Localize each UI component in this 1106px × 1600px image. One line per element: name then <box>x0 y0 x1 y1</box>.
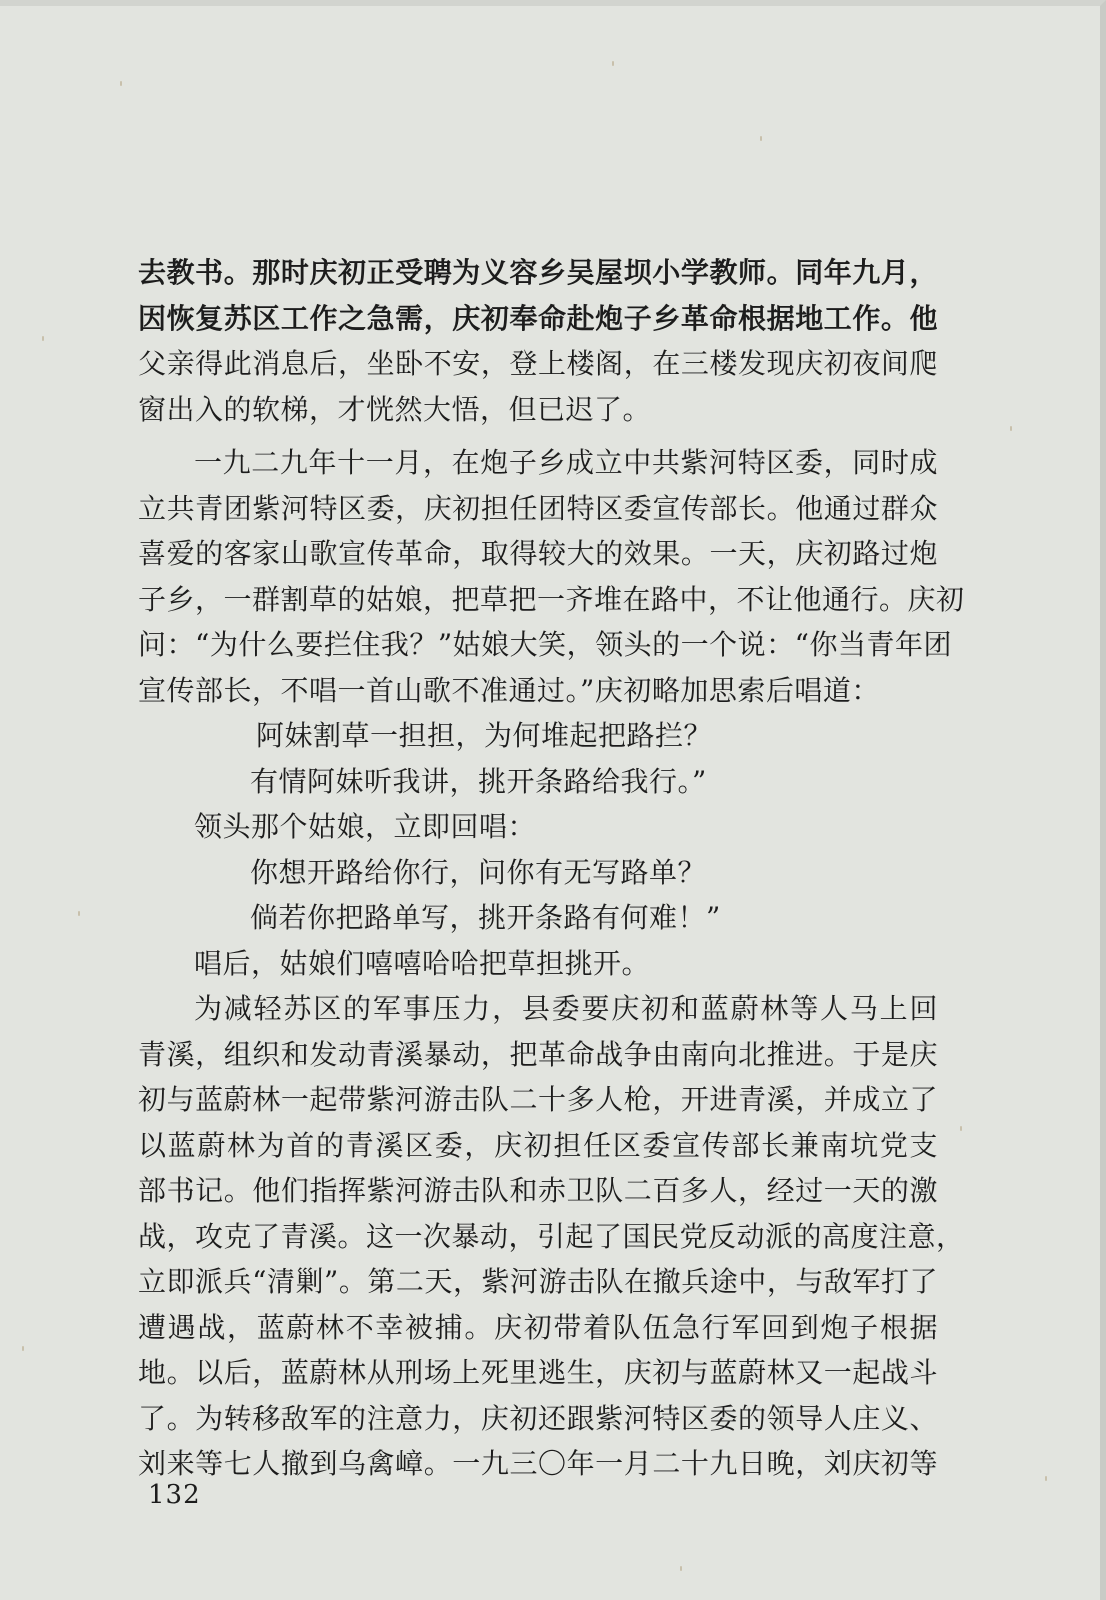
text-line: 立即派兵“清剿”。第二天，紫河游击队在撤兵途中，与敌军打了 <box>138 1265 938 1298</box>
text-line: 喜爱的客家山歌宣传革命，取得较大的效果。一天，庆初路过炮 <box>138 537 938 570</box>
text-line: 问：“为什么要拦住我？”姑娘大笑，领头的一个说：“你当青年团 <box>138 628 952 661</box>
page-number: 132 <box>148 1480 201 1510</box>
text-line: 青溪，组织和发动青溪暴动，把革命战争由南向北推进。于是庆 <box>138 1037 938 1071</box>
text-line: 部书记。他们指挥紫河游击队和赤卫队二百多人，经过一天的激 <box>138 1174 938 1207</box>
text-line: 为减轻苏区的军事压力，县委要庆初和蓝蔚林等人马上回 <box>194 992 938 1025</box>
text-line: 子乡，一群割草的姑娘，把草把一齐堆在路中，不让他通行。庆初 <box>138 582 965 616</box>
text-line: 窗出入的软梯，才恍然大悟，但已迟了。 <box>138 392 652 426</box>
body-text <box>138 250 965 1487</box>
text-line: 初与蓝蔚林一起带紫河游击队二十多人枪，开进青溪，并成立了 <box>138 1083 938 1116</box>
text-line: 以蓝蔚林为首的青溪区委，庆初担任区委宣传部长兼南坑党支 <box>138 1128 938 1162</box>
song-line: 倘若你把路单写，挑开条路有何难！” <box>250 901 721 934</box>
text-line: 宣传部长，不唱一首山歌不准通过。”庆初略加思索后唱道： <box>138 673 880 707</box>
text-line: 去教书。那时庆初正受聘为义容乡吴屋坝小学教师。同年九月， <box>138 256 938 289</box>
text-line: 遭遇战，蓝蔚林不幸被捕。庆初带着队伍急行军回到炮子根据 <box>138 1310 938 1344</box>
text-line: 唱后，姑娘们嘻嘻哈哈把草担挑开。 <box>194 946 651 980</box>
text-line: 父亲得此消息后，坐卧不安，登上楼阁，在三楼发现庆初夜间爬 <box>138 347 938 380</box>
text-line: 了。为转移敌军的注意力，庆初还跟紫河特区委的领导人庄义、 <box>138 1401 938 1435</box>
text-line: 刘来等七人撤到乌禽嶂。一九三〇年一月二十九日晚，刘庆初等 <box>138 1447 938 1480</box>
text-line: 领头那个姑娘，立即回唱： <box>194 810 537 843</box>
song-line: 有情阿妹听我讲，挑开条路给我行。” <box>250 764 707 798</box>
text-line: 一九二九年十一月，在炮子乡成立中共紫河特区委，同时成 <box>194 446 938 479</box>
song-line: 你想开路给你行，问你有无写路单？ <box>250 855 707 889</box>
text-line: 立共青团紫河特区委，庆初担任团特区委宣传部长。他通过群众 <box>138 491 938 525</box>
text-line: 地。以后，蓝蔚林从刑场上死里逃生，庆初与蓝蔚林又一起战斗 <box>138 1356 938 1389</box>
song-line: 阿妹割草一担担，为何堆起把路拦？ <box>256 719 713 752</box>
text-line: 因恢复苏区工作之急需，庆初奉命赴炮子乡革命根据地工作。他 <box>138 301 938 335</box>
text-line: 战，攻克了青溪。这一次暴动，引起了国民党反动派的高度注意， <box>138 1219 965 1253</box>
